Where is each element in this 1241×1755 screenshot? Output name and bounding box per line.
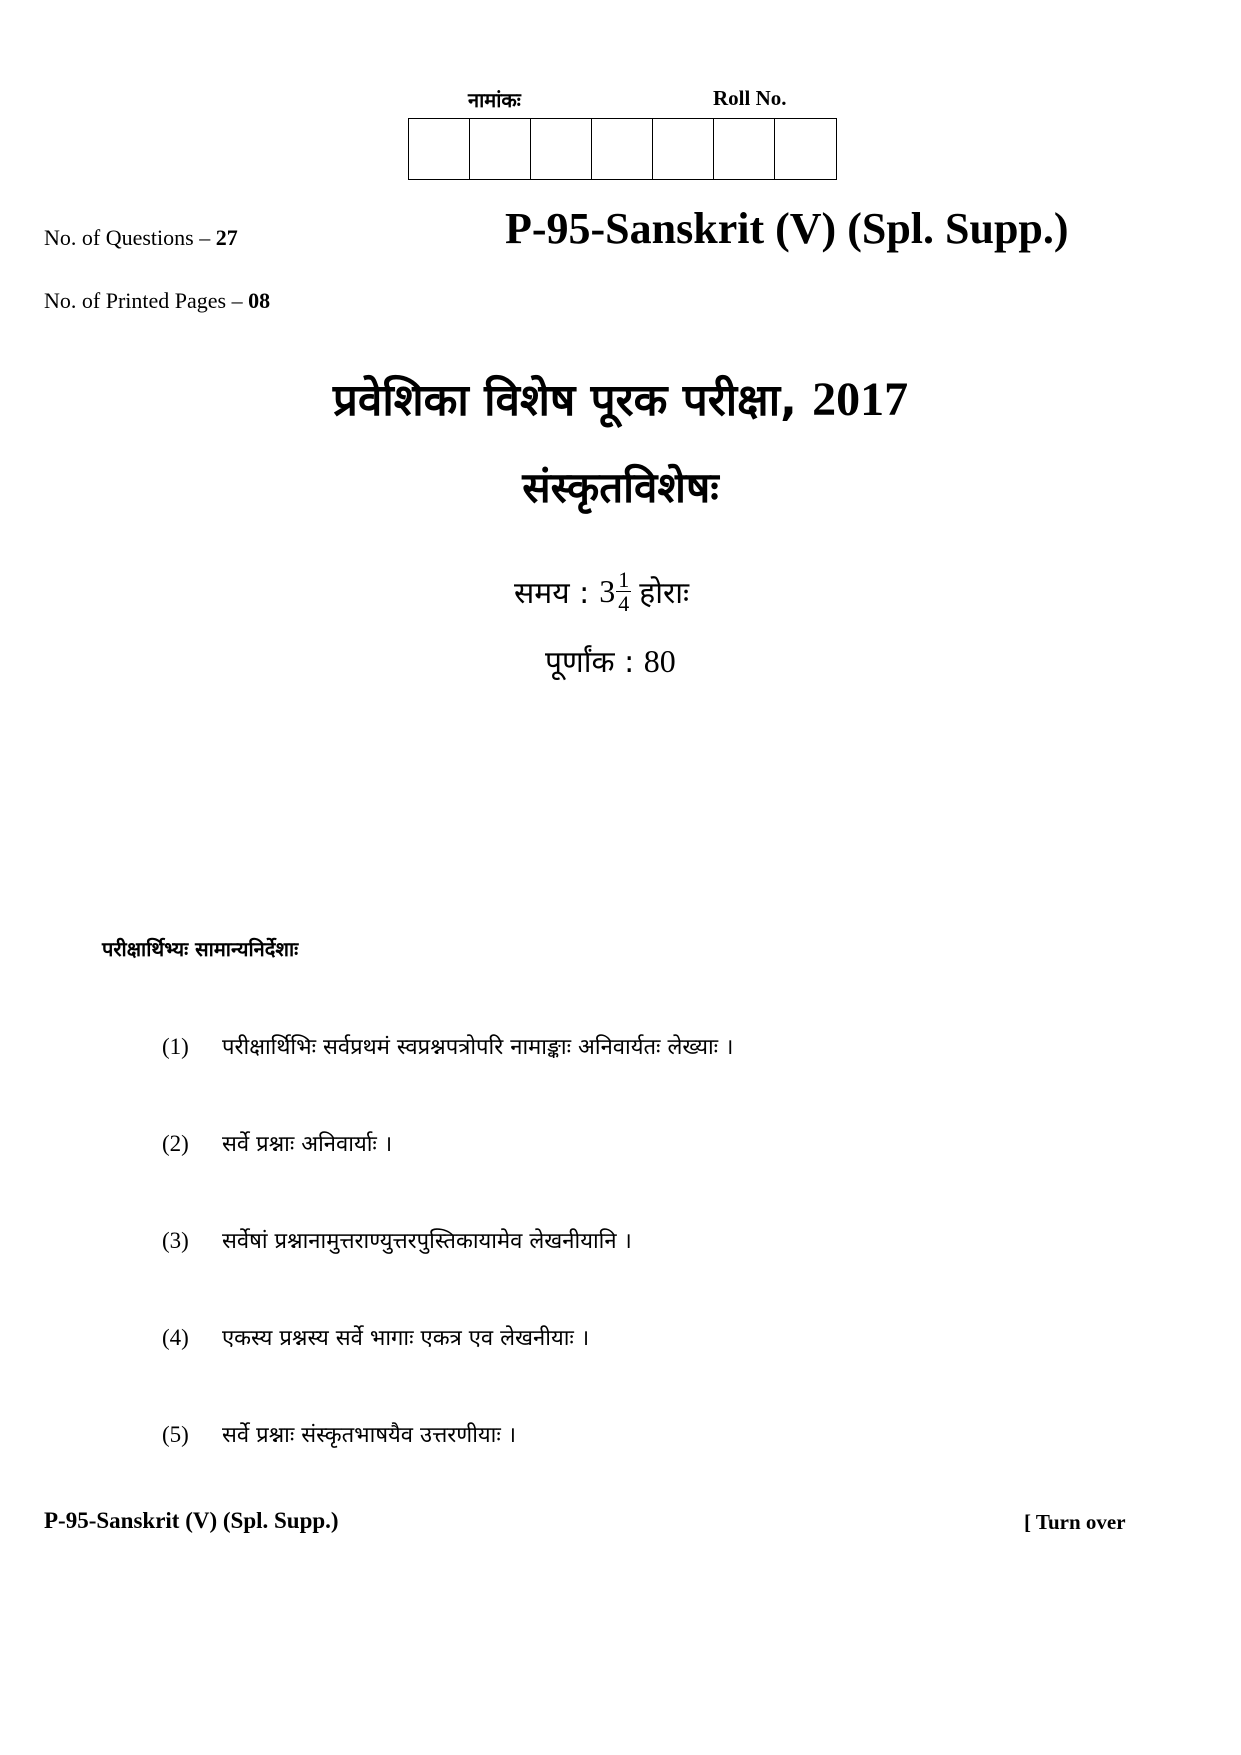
exam-title — [0, 368, 1241, 428]
instructions-heading: परीक्षार्थिभ्यः सामान्यनिर्देशाः — [102, 937, 299, 961]
footer-paper-code: P-95-Sanskrit (V) (Spl. Supp.) — [44, 1508, 339, 1533]
roll-box[interactable] — [531, 119, 592, 179]
pages-count — [44, 288, 270, 314]
exam-title-text: प्रवेशिका विशेष पूरक परीक्षा, — [332, 375, 797, 426]
subject-title: संस्कृतविशेषः — [522, 463, 719, 512]
roll-box[interactable] — [592, 119, 653, 179]
roll-box[interactable] — [653, 119, 714, 179]
instruction-text: एकस्य प्रश्नस्य सर्वे भागाः एकत्र एव लेखनीयाः । — [222, 1326, 590, 1351]
pages-value: 08 — [248, 288, 271, 313]
instruction-number: (1) — [162, 1034, 189, 1059]
full-marks — [545, 640, 676, 681]
time-unit: होराः — [639, 576, 690, 611]
questions-value: 27 — [215, 225, 238, 250]
marks-value: 80 — [643, 643, 676, 679]
turn-over-label: [ Turn over — [1024, 1510, 1126, 1534]
instruction-number: (2) — [162, 1131, 189, 1156]
time-fraction — [616, 568, 631, 615]
time-label: समय : — [514, 576, 590, 611]
paper-code: P-95-Sanskrit (V) (Spl. Supp.) — [505, 204, 1069, 253]
marks-label: पूर्णांक : — [545, 645, 635, 680]
instruction-item — [162, 1419, 516, 1449]
time-numerator: 1 — [618, 567, 630, 592]
instruction-text: सर्वेषां प्रश्नानामुत्तराण्युत्तरपुस्तिकायामेव लेखनीयानि । — [222, 1229, 632, 1254]
roll-box[interactable] — [470, 119, 531, 179]
roll-label-hindi: नामांकः — [468, 88, 521, 112]
instruction-text: सर्वे प्रश्नाः अनिवार्याः । — [222, 1132, 393, 1157]
roll-box[interactable] — [409, 119, 470, 179]
instruction-number: (3) — [162, 1228, 189, 1253]
instruction-number: (4) — [162, 1325, 189, 1350]
time-denominator: 4 — [618, 591, 630, 616]
time-whole: 3 — [599, 573, 616, 609]
instruction-text: सर्वे प्रश्नाः संस्कृतभाषयैव उत्तरणीयाः । — [222, 1423, 517, 1448]
instruction-item — [162, 1225, 632, 1255]
roll-label-english: Roll No. — [713, 86, 787, 110]
instruction-item — [162, 1128, 392, 1158]
instruction-text: परीक्षार्थिभिः सर्वप्रथमं स्वप्रश्नपत्रोपरि नामाङ्काः अनिवार्यतः लेख्याः । — [222, 1035, 734, 1060]
roll-box[interactable] — [714, 119, 775, 179]
roll-number-boxes — [408, 118, 837, 180]
exam-year: 2017 — [812, 373, 909, 426]
instruction-item — [162, 1031, 733, 1061]
pages-label: No. of Printed Pages – — [44, 288, 243, 313]
roll-box[interactable] — [775, 119, 836, 179]
time-duration — [514, 568, 689, 615]
questions-count — [44, 225, 238, 251]
instruction-number: (5) — [162, 1422, 189, 1447]
questions-label: No. of Questions – — [44, 225, 211, 250]
instruction-item — [162, 1322, 589, 1352]
